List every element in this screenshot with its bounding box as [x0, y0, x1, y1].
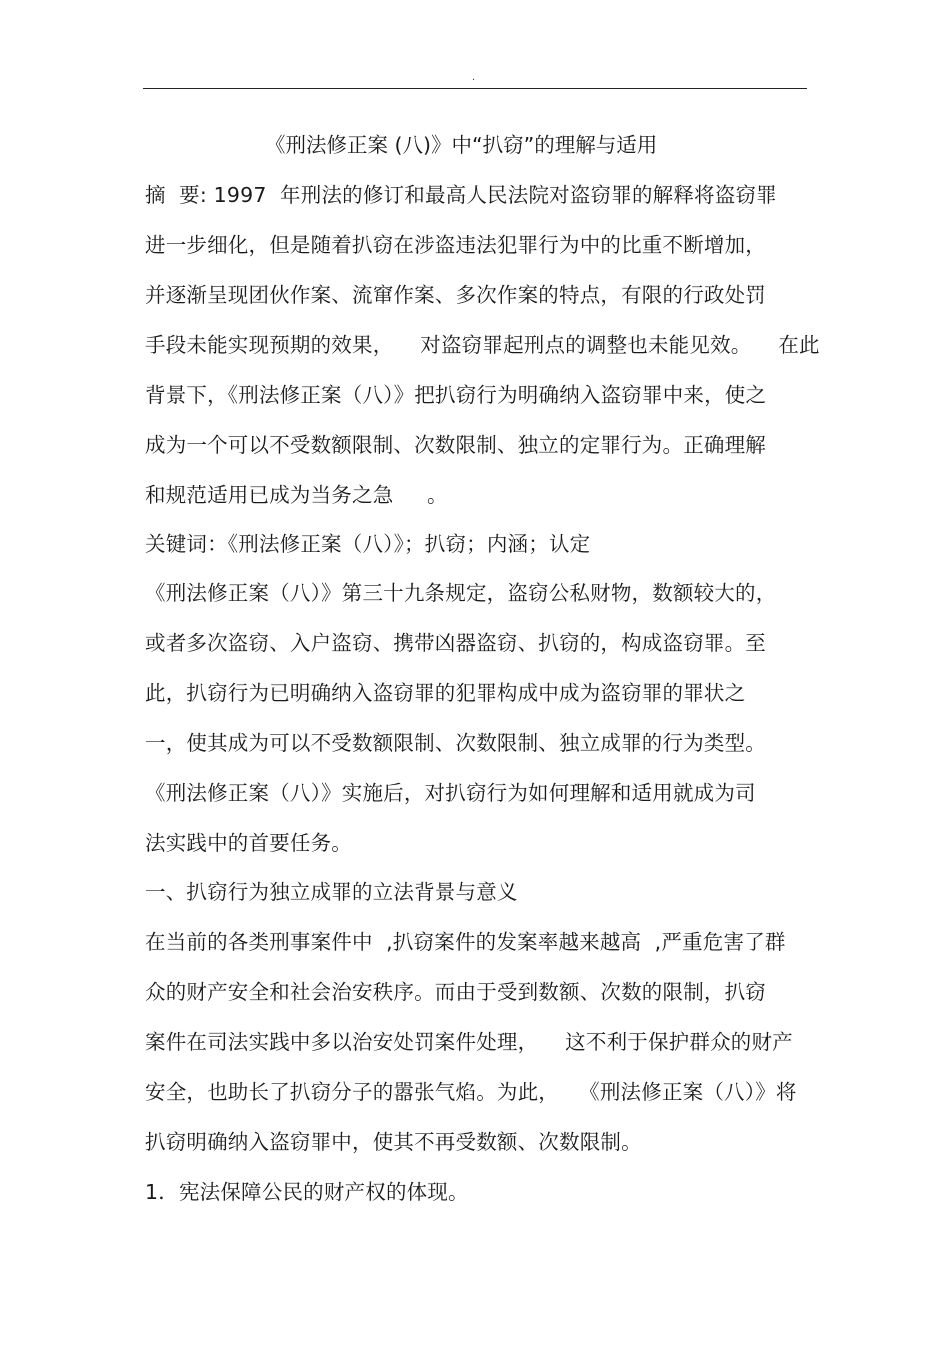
section-line-2: 众的财产安全和社会治安秩序。而由于受到数额、次数的限制，扒窃: [145, 980, 766, 1004]
section-line-1: 在当前的各类刑事案件中 ,扒窃案件的发案率越来越高 ,严重危害了群: [145, 930, 786, 954]
subsection-heading-1: 1．宪法保障公民的财产权的体现。: [145, 1180, 469, 1204]
header-rule: [143, 88, 807, 89]
header-dot: .: [472, 72, 476, 83]
section-line-4: 安全，也助长了扒窃分子的嚣张气焰。为此， 《刑法修正案（八）》将: [145, 1080, 797, 1104]
paragraph-line-1: 《刑法修正案（八）》第三十九条规定，盗窃公私财物，数额较大的，: [145, 581, 777, 605]
section-heading-1: 一、扒窃行为独立成罪的立法背景与意义: [145, 880, 518, 904]
abstract-line-2: 进一步细化，但是随着扒窃在涉盗违法犯罪行为中的比重不断增加，: [145, 233, 766, 257]
abstract-line-7: 和规范适用已成为当务之急 。: [145, 483, 448, 507]
document-title: 《刑法修正案 (八)》中“扒窃”的理解与适用: [265, 133, 658, 157]
abstract-line-5: 背景下，《刑法修正案（八）》把扒窃行为明确纳入盗窃罪中来，使之: [145, 383, 767, 407]
paragraph-line-2: 或者多次盗窃、入户盗窃、携带凶器盗窃、扒窃的，构成盗窃罪。至: [145, 631, 766, 655]
abstract-line-6: 成为一个可以不受数额限制、次数限制、独立的定罪行为。正确理解: [145, 433, 766, 457]
paragraph-line-6: 法实践中的首要任务。: [145, 831, 352, 855]
abstract-line-1: 摘 要: 1997 年刑法的修订和最高人民法院对盗窃罪的解释将盗窃罪: [145, 183, 777, 207]
keywords-line: 关键词：《刑法修正案（八）》；扒窃；内涵；认定: [145, 532, 591, 556]
section-line-5: 扒窃明确纳入盗窃罪中，使其不再受数额、次数限制。: [145, 1130, 642, 1154]
abstract-line-4: 手段未能实现预期的效果， 对盗窃罪起刑点的调整也未能见效。 在此: [145, 333, 820, 357]
abstract-line-3: 并逐渐呈现团伙作案、流窜作案、多次作案的特点，有限的行政处罚: [145, 283, 766, 307]
paragraph-line-5: 《刑法修正案（八）》实施后，对扒窃行为如何理解和适用就成为司: [145, 781, 756, 805]
paragraph-line-4: 一，使其成为可以不受数额限制、次数限制、独立成罪的行为类型。: [145, 731, 766, 755]
section-line-3: 案件在司法实践中多以治安处罚案件处理， 这不利于保护群众的财产: [145, 1030, 793, 1054]
paragraph-line-3: 此，扒窃行为已明确纳入盗窃罪的犯罪构成中成为盗窃罪的罪状之: [145, 681, 746, 705]
